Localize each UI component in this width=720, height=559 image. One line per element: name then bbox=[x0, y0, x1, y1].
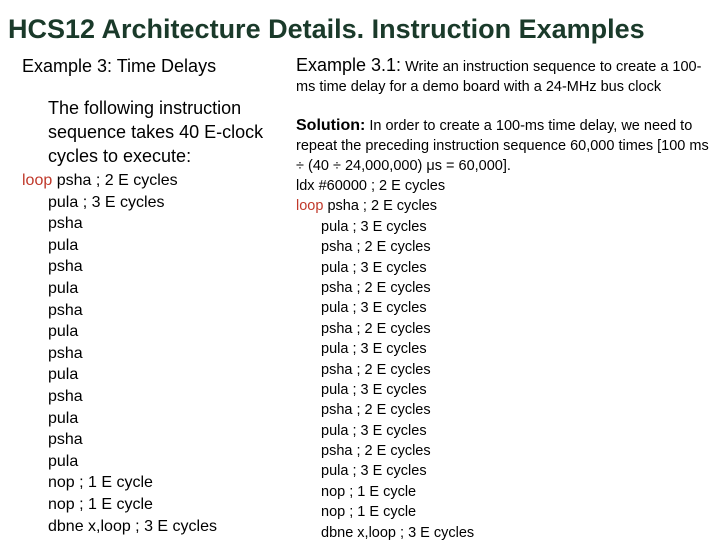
right-heading bbox=[296, 55, 716, 97]
right-code-line: dbne x,loop ; 3 E cycles bbox=[321, 524, 475, 541]
right-code-line: pula ; 3 E cycles bbox=[321, 300, 427, 317]
right-code-line: nop ; 1 E cycle bbox=[321, 483, 417, 500]
left-code-line: psha bbox=[48, 258, 83, 276]
right-code-line: pula ; 3 E cycles bbox=[321, 218, 427, 235]
left-code-line: pula bbox=[48, 279, 79, 297]
left-code-line: pula bbox=[48, 452, 79, 470]
left-code-line: pula ; 3 E cycles bbox=[48, 193, 165, 211]
ldx-line: ldx #60000 ; 2 E cycles bbox=[296, 178, 446, 194]
example-label: Example 3.1: bbox=[296, 55, 402, 75]
slide-title: HCS12 Architecture Details. Instruction Examples bbox=[8, 14, 645, 44]
solution-paragraph bbox=[296, 116, 716, 176]
left-code-line: nop ; 1 E cycle bbox=[48, 495, 153, 513]
left-heading: Example 3: Time Delays bbox=[22, 56, 217, 76]
left-code-line: pula bbox=[48, 236, 79, 254]
solution-text: In order to create a 100-ms time delay, we need to repeat the preceding instruction sequence 60,000 times [100 ms ÷ (40 ÷ 24,000,000) μs = 60,000]. bbox=[296, 118, 709, 174]
right-code-line: psha ; 2 E cycles bbox=[321, 279, 431, 296]
right-code-line-loop bbox=[296, 196, 474, 216]
right-code-line: psha ; 2 E cycles bbox=[321, 361, 431, 378]
right-code-line: psha ; 2 E cycles bbox=[321, 443, 431, 460]
right-code-line: pula ; 3 E cycles bbox=[321, 422, 427, 439]
left-code-line: pula bbox=[48, 323, 79, 341]
code-text: psha ; 2 E cycles bbox=[52, 172, 178, 189]
left-code-line: dbne x,loop ; 3 E cycles bbox=[48, 517, 217, 535]
right-code-block bbox=[296, 176, 474, 543]
left-code-line: pula bbox=[48, 409, 79, 427]
right-code-line: psha ; 2 E cycles bbox=[321, 320, 431, 337]
left-code-line: psha bbox=[48, 387, 83, 405]
code-text: psha ; 2 E cycles bbox=[323, 198, 438, 215]
left-code-line-loop bbox=[22, 170, 217, 192]
left-code-line: nop ; 1 E cycle bbox=[48, 474, 153, 492]
example-text: Write an instruction sequence to create a 100-ms time delay for a demo board with a 24-MHz bus clock bbox=[296, 59, 702, 95]
right-code-line: pula ; 3 E cycles bbox=[321, 381, 427, 398]
right-code-line: psha ; 2 E cycles bbox=[321, 239, 431, 256]
right-code-line: pula ; 3 E cycles bbox=[321, 463, 427, 480]
right-code-line: pula ; 3 E cycles bbox=[321, 259, 427, 276]
left-code-line: psha bbox=[48, 431, 83, 449]
right-code-line: nop ; 1 E cycle bbox=[321, 504, 417, 521]
left-code-block bbox=[22, 170, 217, 559]
loop-label: loop bbox=[22, 172, 53, 189]
left-code-line: psha bbox=[48, 215, 83, 233]
left-intro-text: The following instruction sequence takes 40 E-clock cycles to execute: bbox=[48, 98, 264, 166]
loop-label: loop bbox=[296, 198, 324, 215]
left-code-line: psha bbox=[48, 344, 83, 362]
solution-label: Solution: bbox=[296, 117, 366, 134]
left-code-line: psha bbox=[48, 301, 83, 319]
left-code-line bbox=[22, 537, 217, 559]
right-code-line: psha ; 2 E cycles bbox=[321, 402, 431, 419]
left-code-line: pula bbox=[48, 366, 79, 384]
right-code-line: pula ; 3 E cycles bbox=[321, 341, 427, 358]
